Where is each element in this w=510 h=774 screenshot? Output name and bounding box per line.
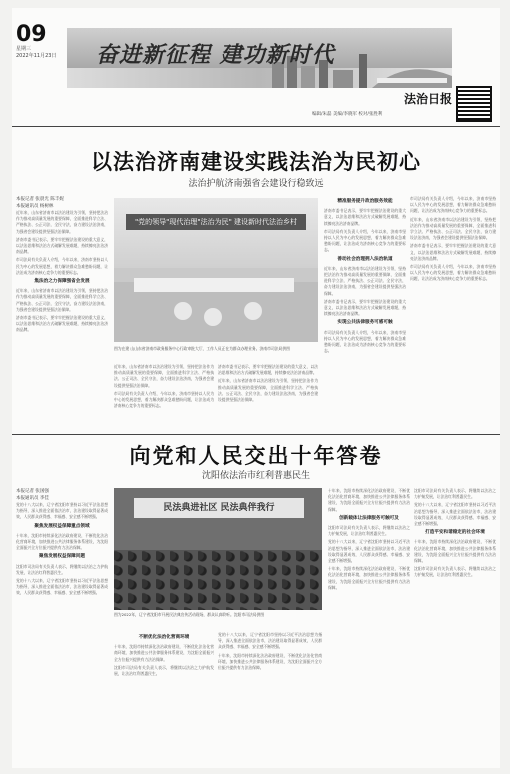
article1-paragraph: 济南市委书记表示，要牢牢把握法治建设的重大意义，以法治思维和法治方式破解发展难题，持续擦亮法治济南品牌。 bbox=[16, 315, 108, 333]
article2-paragraph: 十年来，沈阳市持续深化法治政府建设，不断优化法治化营商环境，加快推进公共法律服务体系建设，为沈阳全面振兴全方位振兴提供有力法治保障。 bbox=[328, 566, 410, 590]
article1-paragraph: 市司法局有关负责人介绍，今年以来，济南市坚持以人民为中心的发展思想，着力解决群众急难愁盼问题，让法治成为济南核心竞争力的重要标志。 bbox=[324, 228, 406, 253]
article2-paragraph: 党的十八大以来，辽宁省沈阳市坚持以习近平法治思想为指导，深入推进全面依法治市，法治建设取得显著成效，人民群众获得感、幸福感、安全感不断增强。 bbox=[328, 539, 410, 564]
article1-paragraph: 近年来，山东省济南市以法治建设为引领，坚持把法治作为推动高质量发展的重要保障，全面推进科学立法、严格执法、公正司法、全民守法，奋力建设法治济南，为强省会建设提供坚强法治保障。 bbox=[324, 265, 406, 296]
article2-column-5 bbox=[414, 488, 496, 764]
banner-title: 奋进新征程 建功新时代 bbox=[96, 42, 335, 68]
page-date bbox=[16, 46, 56, 60]
article1-subhead: 法治护航济南强省会建设行稳致远 bbox=[188, 179, 324, 189]
article2-photo bbox=[114, 488, 322, 610]
article2-byline-correspondent: 本报通讯员 李佳 bbox=[16, 496, 49, 501]
article2-subhead: 沈阳依法治市红利普惠民生 bbox=[201, 471, 310, 481]
page-number: 09 bbox=[16, 22, 47, 47]
article-divider bbox=[12, 434, 500, 435]
article1-paragraph: 市司法局有关负责人介绍，今年以来，济南市坚持以人民为中心的发展思想，着力解决群众急难愁盼问题，让法治成为济南核心竞争力的重要标志。 bbox=[410, 264, 496, 282]
article2-paragraph: 党的十八大以来，辽宁省沈阳市坚持以习近平法治思想为指导，深入推进全面依法治市，法治建设取得显著成效，人民群众获得感、幸福感、安全感不断增强。 bbox=[218, 632, 322, 650]
article1-column-4 bbox=[324, 196, 406, 430]
article1-headline: 以法治济南建设实践法治为民初心 bbox=[91, 149, 421, 174]
header-divider bbox=[12, 126, 500, 127]
article2-section-heading: 聚焦发展权益保障问题 bbox=[39, 554, 85, 560]
weekday: 星期三 bbox=[16, 46, 32, 52]
article1-paragraph: 近年来，山东省济南市以法治建设为引领，坚持把法治作为推动高质量发展的重要保障，全面推进科学立法、严格执法、公正司法、全民守法，奋力建设法治济南，为强省会建设提供坚强法治保障。 bbox=[410, 216, 496, 241]
article2-paragraph: 党的十八大以来，辽宁省沈阳市坚持以习近平法治思想为指导，深入推进全面依法治市，法治建设取得显著成效，人民群众获得感、幸福感、安全感不断增强。 bbox=[16, 578, 108, 596]
photo-banner: 民法典进社区 民法典伴我行 bbox=[134, 498, 304, 518]
article1-photo bbox=[114, 198, 318, 342]
article1-paragraph: 近年来，山东省济南市以法治建设为引领，坚持把法治作为推动高质量发展的重要保障，全面推进科学立法、严格执法、公正司法、全民守法，奋力建设法治济南，为强省会建设提供坚强法治保障。 bbox=[218, 378, 318, 403]
article2-paragraph: 沈阳市司法局有关负责人表示，将继续以法治之力护航发展，让法治红利普惠民生。 bbox=[16, 563, 108, 575]
article1-paragraph: 近年来，山东省济南市以法治建设为引领，坚持把法治作为推动高质量发展的重要保障，全面推进科学立法、严格执法、公正司法、全民守法，奋力建设法治济南，为强省会建设提供坚强法治保障。 bbox=[16, 210, 108, 234]
article2-column-2 bbox=[114, 632, 214, 764]
article1-paragraph: 近年来，山东省济南市以法治建设为引领，坚持把法治作为推动高质量发展的重要保障，全面推进科学立法、严格执法、公正司法、全民守法，奋力建设法治济南，为强省会建设提供坚强法治保障。 bbox=[16, 288, 108, 312]
article1-section-heading: 善动社会治理拥入法治轨道 bbox=[337, 256, 393, 262]
qr-code-icon bbox=[456, 86, 492, 122]
article1-column-3 bbox=[218, 364, 318, 430]
article1-paragraph: 市司法局有关负责人介绍，今年以来，济南市坚持以人民为中心的发展思想，着力解决群众急难愁盼问题，让法治成为济南核心竞争力的重要标志。 bbox=[324, 329, 406, 354]
article1-paragraph: 济南市委书记表示，要牢牢把握法治建设的重大意义，以法治思维和法治方式破解发展难题，持续擦亮法治济南品牌。 bbox=[324, 208, 406, 226]
article2-column-4 bbox=[328, 488, 410, 764]
article1-column-2 bbox=[114, 364, 214, 430]
article2-paragraph: 沈阳市司法局有关负责人表示，将继续以法治之力护航发展，让法治红利普惠民生。 bbox=[328, 525, 410, 537]
article1-byline-correspondent: 本报通讯员 杨树林 bbox=[16, 204, 54, 209]
article2-paragraph: 党的十八大以来，辽宁省沈阳市坚持以习近平法治思想为指导，深入推进全面依法治市，法治建设取得显著成效，人民群众获得感、幸福感、安全感不断增强。 bbox=[16, 502, 108, 520]
article2-section-heading: 聚焦发展权益保障重点领域 bbox=[34, 523, 90, 529]
article2-paragraph: 党的十八大以来，辽宁省沈阳市坚持以习近平法治思想为指导，深入推进全面依法治市，法治建设取得显著成效，人民群众获得感、幸福感、安全感不断增强。 bbox=[414, 502, 496, 527]
paper-logo: 法治日报 bbox=[404, 92, 453, 106]
article2-headline: 向党和人民交出十年答卷 bbox=[129, 443, 383, 468]
article1-section-heading: 集法治之力保障强省会发展 bbox=[34, 279, 90, 285]
article2-byline-reporter: 本报记者 张国强 bbox=[16, 489, 49, 494]
article2-paragraph: 沈阳市司法局有关负责人表示，将继续以法治之力护航发展，让法治红利普惠民生。 bbox=[114, 664, 214, 677]
article2-section-heading: 创新载体让法律服务可触可及 bbox=[339, 515, 399, 521]
article1-photo-caption: 图为在建 山山东省济南市政务服务中心行政审批大厅，工作人员正在为群众办理业务。济南市司法局供图 bbox=[114, 346, 290, 351]
article2-paragraph: 十年来，沈阳市持续深化法治政府建设，不断优化法治化营商环境，加快推进公共法律服务体系建设，为沈阳全面振兴全方位振兴提供有力法治保障。 bbox=[218, 652, 322, 671]
article2-column-3 bbox=[218, 632, 322, 764]
article2-paragraph: 十年来，沈阳市持续深化法治政府建设，不断优化法治化营商环境，加快推进公共法律服务体系建设，为沈阳全面振兴全方位振兴提供有力法治保障。 bbox=[114, 644, 214, 662]
article1-paragraph: 济南市委书记表示，要牢牢把握法治建设的重大意义，以法治思维和法治方式破解发展难题，持续擦亮法治济南品牌。 bbox=[410, 243, 496, 261]
editor-line: 编辑/朱磊 美编/李晓军 校对/张胜利 bbox=[312, 112, 383, 117]
issue-date: 2022年11月23日 bbox=[16, 53, 57, 59]
article1-paragraph: 济南市委书记表示，要牢牢把握法治建设的重大意义，以法治思维和法治方式破解发展难题，持续擦亮法治济南品牌。 bbox=[218, 364, 318, 376]
article1-paragraph: 市司法局有关负责人介绍，今年以来，济南市坚持以人民为中心的发展思想，着力解决群众急难愁盼问题，让法治成为济南核心竞争力的重要标志。 bbox=[16, 257, 108, 275]
article1-paragraph: 市司法局有关负责人介绍，今年以来，济南市坚持以人民为中心的发展思想，着力解决群众急难愁盼问题，让法治成为济南核心竞争力的重要标志。 bbox=[114, 390, 214, 409]
newspaper-page bbox=[12, 8, 500, 768]
article2-photo-caption: 图为2022年，辽宁省沈阳市开展民法典宣传活动现场，群众认真聆听。沈阳市司法局供图 bbox=[114, 612, 265, 617]
article2-paragraph: 沈阳市司法局有关负责人表示，将继续以法治之力护航发展，让法治红利普惠民生。 bbox=[414, 488, 496, 500]
article1-paragraph: 市司法局有关负责人介绍，今年以来，济南市坚持以人民为中心的发展思想，着力解决群众急难愁盼问题，让法治成为济南核心竞争力的重要标志。 bbox=[410, 196, 496, 214]
article1-paragraph: 近年来，山东省济南市以法治建设为引领，坚持把法治作为推动高质量发展的重要保障，全面推进科学立法、严格执法、公正司法、全民守法，奋力建设法治济南，为强省会建设提供坚强法治保障。 bbox=[114, 364, 214, 388]
page-header bbox=[12, 8, 500, 126]
article2-paragraph: 十年来，沈阳市持续深化法治政府建设，不断优化法治化营商环境，加快推进公共法律服务体系建设，为沈阳全面振兴全方位振兴提供有力法治保障。 bbox=[414, 539, 496, 564]
article2-section-heading: 不断优化法治化营商环境 bbox=[138, 635, 190, 640]
photo-sign: "党的领导"现代治理"法治为民" 建设新时代法治乡村 bbox=[126, 214, 306, 230]
article2-paragraph: 十年来，沈阳市持续深化法治政府建设，不断优化法治化营商环境，加快推进公共法律服务体系建设，为沈阳全面振兴全方位振兴提供有力法治保障。 bbox=[328, 488, 410, 512]
article1-column-1 bbox=[16, 196, 108, 430]
article1-column-5 bbox=[410, 196, 496, 430]
article1-section-heading: 实现公共法律服务可感可触 bbox=[337, 320, 393, 326]
article1-byline-reporter: 本报记者 张晨光 陈丰妮 bbox=[16, 197, 64, 202]
article1-paragraph: 济南市委书记表示，要牢牢把握法治建设的重大意义，以法治思维和法治方式破解发展难题，持续擦亮法治济南品牌。 bbox=[16, 236, 108, 255]
article2-column-1 bbox=[16, 488, 108, 764]
article2-section-heading: 打造平安和谐稳定的社会环境 bbox=[425, 530, 485, 536]
article2-paragraph: 沈阳市司法局有关负责人表示，将继续以法治之力护航发展，让法治红利普惠民生。 bbox=[414, 566, 496, 578]
article1-section-heading: 精准服务提升政治服务效能 bbox=[337, 199, 393, 204]
article2-paragraph: 十年来，沈阳市持续深化法治政府建设，不断优化法治化营商环境，加快推进公共法律服务体系建设，为沈阳全面振兴全方位振兴提供有力法治保障。 bbox=[16, 532, 108, 551]
article1-paragraph: 济南市委书记表示，要牢牢把握法治建设的重大意义，以法治思维和法治方式破解发展难题，持续擦亮法治济南品牌。 bbox=[324, 298, 406, 317]
